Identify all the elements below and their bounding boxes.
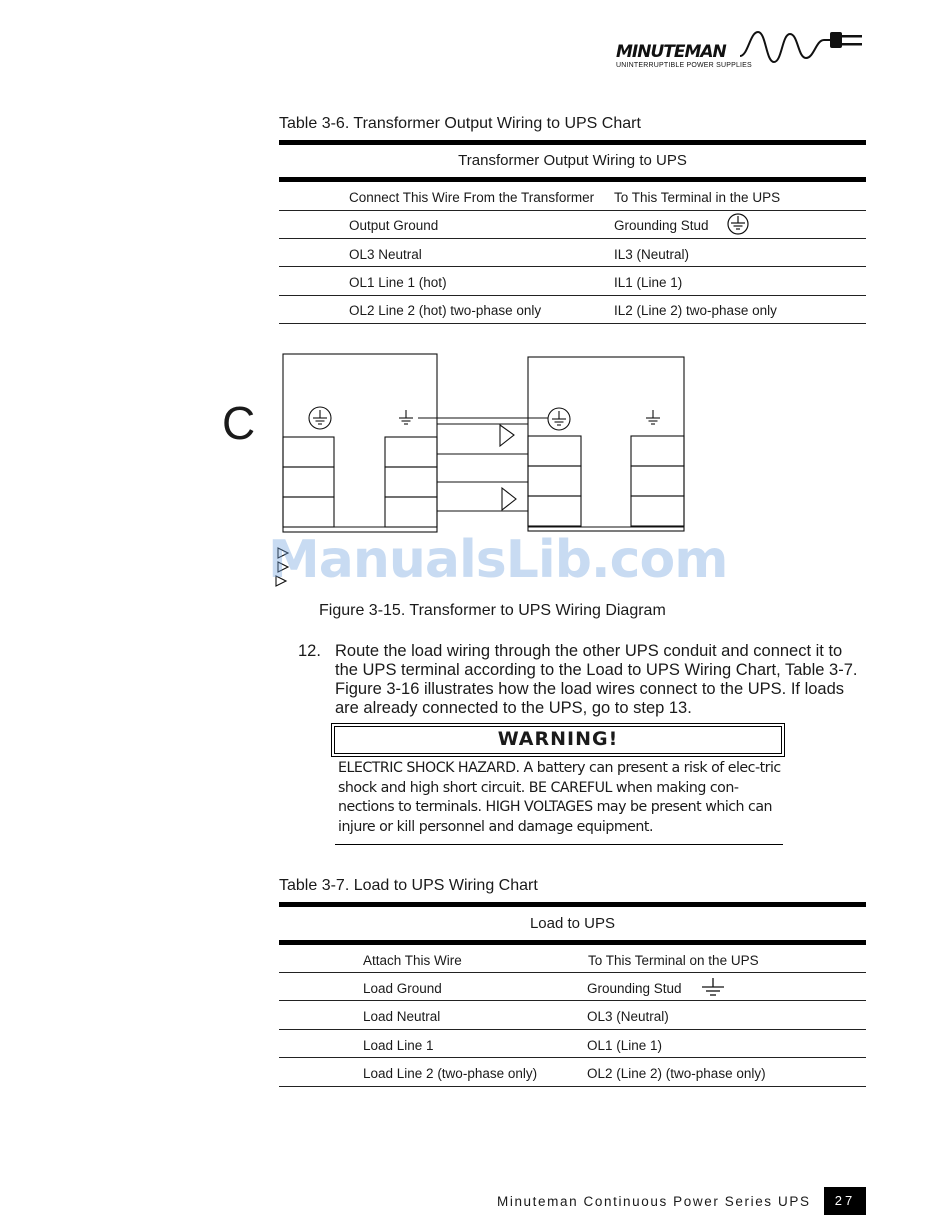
table-row-divider bbox=[279, 1057, 866, 1058]
footer-title: Minuteman Continuous Power Series UPS bbox=[497, 1194, 811, 1209]
table2-top-rule bbox=[279, 902, 866, 907]
logo-brand-text: MINUTEMAN bbox=[616, 42, 726, 62]
table2-header-col2: To This Terminal on the UPS bbox=[588, 953, 759, 968]
table2-row2-col1: Load Neutral bbox=[363, 1009, 441, 1024]
brand-logo bbox=[612, 28, 872, 78]
table1-row4-col2: IL2 (Line 2) two-phase only bbox=[614, 303, 777, 318]
warning-text: ELECTRIC SHOCK HAZARD. A battery can present a risk of elec-tric shock and high short circuit. BE CAREFUL when making con-nections to terminals. HIGH VOLTAGES may be present which can injure or kill personnel and damage equipment. bbox=[338, 760, 781, 835]
table1-header-col2: To This Terminal in the UPS bbox=[614, 190, 781, 205]
transformer-enclosure bbox=[283, 354, 437, 532]
table1-row4-col1: OL2 Line 2 (hot) two-phase only bbox=[349, 303, 542, 318]
table1-row1-col1: Output Ground bbox=[349, 218, 439, 233]
warning-title: WARNING! bbox=[497, 728, 619, 750]
watermark-text: ManualsLib.com bbox=[268, 530, 728, 590]
step-number: 12. bbox=[298, 642, 321, 660]
table-row-divider bbox=[279, 1029, 866, 1030]
table2-row4-col2: OL2 (Line 2) (two-phase only) bbox=[587, 1066, 766, 1081]
table-row-divider bbox=[279, 1000, 866, 1001]
side-letter: C bbox=[222, 397, 256, 449]
table2-title-rule bbox=[279, 940, 866, 945]
table-row-divider bbox=[279, 972, 866, 973]
table2-caption: Table 3-7. Load to UPS Wiring Chart bbox=[279, 877, 538, 894]
table2-row1-col2: Grounding Stud bbox=[587, 981, 682, 996]
table2-row1-col1: Load Ground bbox=[363, 981, 442, 996]
table2-header-col1: Attach This Wire bbox=[363, 953, 462, 968]
table2-title: Load to UPS bbox=[529, 915, 616, 932]
warning-bottom-rule bbox=[335, 844, 783, 845]
table-row-divider bbox=[279, 266, 866, 267]
table-row-divider bbox=[279, 323, 866, 324]
page-number: 27 bbox=[824, 1187, 866, 1215]
table1-row3-col1: OL1 Line 1 (hot) bbox=[349, 275, 447, 290]
table1-title: Transformer Output Wiring to UPS bbox=[458, 152, 687, 169]
table2-row3-col1: Load Line 1 bbox=[363, 1038, 434, 1053]
table1-top-rule bbox=[279, 140, 866, 145]
table2-row4-col1: Load Line 2 (two-phase only) bbox=[363, 1066, 538, 1081]
table-row-divider bbox=[279, 238, 866, 239]
table1-row1-col2: Grounding Stud bbox=[614, 218, 709, 233]
logo-tagline: UNINTERRUPTIBLE POWER SUPPLIES bbox=[616, 62, 752, 69]
table2-row3-col2: OL1 (Line 1) bbox=[587, 1038, 663, 1053]
power-plug-wave-icon bbox=[740, 28, 872, 68]
table1-row2-col2: IL3 (Neutral) bbox=[614, 247, 690, 262]
figure-caption: Figure 3-15. Transformer to UPS Wiring Diagram bbox=[319, 602, 666, 619]
table1-title-rule bbox=[279, 177, 866, 182]
step-text: Route the load wiring through the other UPS conduit and connect it to the UPS terminal according to the Load to UPS Wiring Chart, Table 3-7. Figure 3-16 illustrates how the load wires connect to the UPS. If loads are already connected to the UPS, go to step 13. bbox=[335, 642, 858, 717]
protective-earth-icon bbox=[726, 212, 750, 236]
table-row-divider bbox=[279, 210, 866, 211]
table-row-divider bbox=[279, 295, 866, 296]
ups-enclosure bbox=[528, 357, 684, 531]
table-row-divider bbox=[279, 1086, 866, 1087]
table1-caption: Table 3-6. Transformer Output Wiring to UPS Chart bbox=[279, 115, 641, 132]
table2-row2-col2: OL3 (Neutral) bbox=[587, 1009, 669, 1024]
table1-header-col1: Connect This Wire From the Transformer bbox=[349, 190, 595, 205]
ground-icon bbox=[700, 977, 726, 999]
table1-row2-col1: OL3 Neutral bbox=[349, 247, 422, 262]
table1-row3-col2: IL1 (Line 1) bbox=[614, 275, 683, 290]
